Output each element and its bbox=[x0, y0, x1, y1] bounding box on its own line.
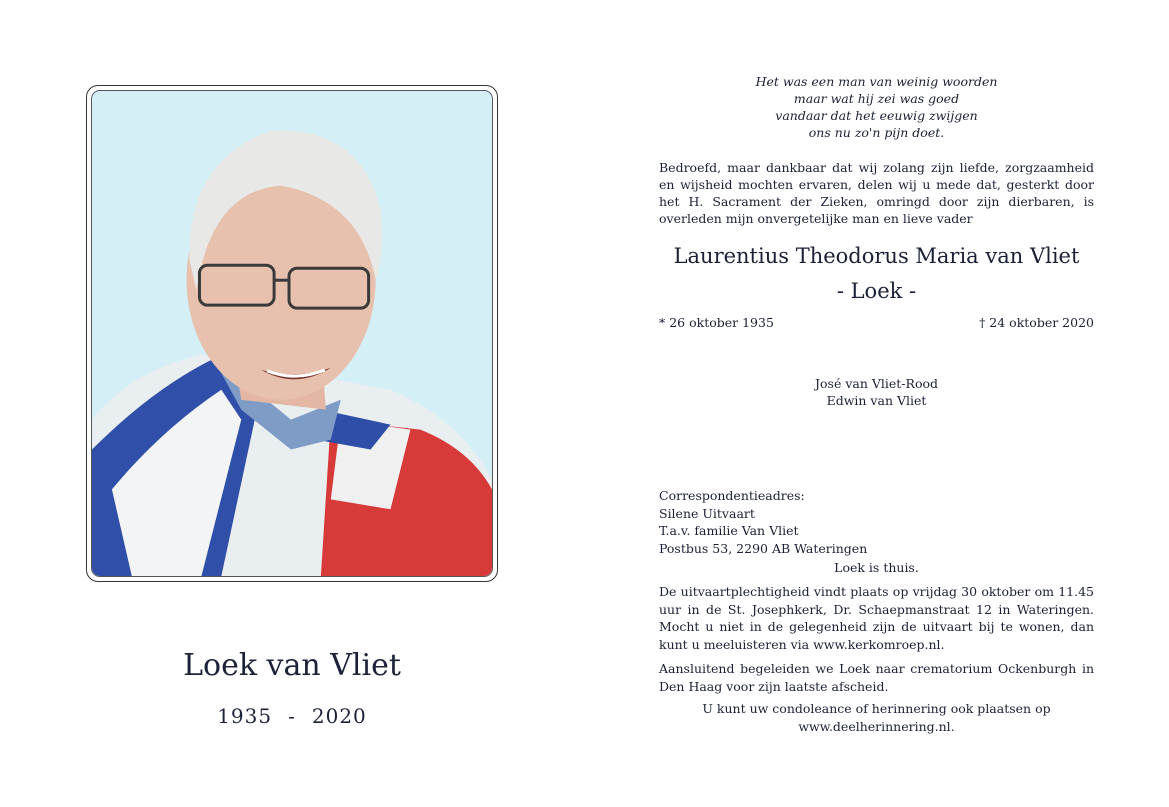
year-separator: - bbox=[288, 704, 296, 728]
death-date: † 24 oktober 2020 bbox=[979, 315, 1094, 330]
correspondence-address bbox=[659, 487, 1094, 557]
birth-year: 1935 bbox=[217, 704, 273, 728]
condolence-note bbox=[659, 700, 1094, 735]
deceased-name: Loek van Vliet bbox=[183, 648, 401, 683]
portrait-photo bbox=[91, 90, 493, 577]
address-line: Correspondentieadres: bbox=[659, 488, 805, 503]
poem-line: maar wat hij zei was goed bbox=[793, 91, 960, 106]
portrait-frame bbox=[86, 85, 498, 582]
poem bbox=[659, 73, 1094, 141]
life-years bbox=[86, 704, 498, 728]
portrait-illustration bbox=[92, 91, 492, 576]
address-line: T.a.v. familie Van Vliet bbox=[659, 523, 799, 538]
nickname: - Loek - bbox=[836, 279, 917, 303]
poem-line: vandaar dat het eeuwig zwijgen bbox=[775, 108, 978, 123]
at-home-note: Loek is thuis. bbox=[834, 560, 919, 575]
family-names bbox=[659, 375, 1094, 409]
birth-date: * 26 oktober 1935 bbox=[659, 315, 774, 330]
address-line: Postbus 53, 2290 AB Wateringen bbox=[659, 540, 868, 556]
family-member: José van Vliet-Rood bbox=[815, 376, 938, 391]
poem-line: Het was een man van weinig woorden bbox=[755, 74, 998, 89]
condolence-line: U kunt uw condoleance of herinnering ook plaatsen op bbox=[702, 701, 1051, 716]
cremation-paragraph: Aansluitend begeleiden we Loek naar crematorium Ockenburgh in Den Haag voor zijn laatste afscheid. bbox=[659, 661, 1094, 694]
condolence-link: www.deelherinnering.nl. bbox=[798, 718, 955, 734]
family-member: Edwin van Vliet bbox=[826, 393, 927, 408]
death-year: 2020 bbox=[311, 704, 367, 728]
intro-paragraph: Bedroefd, maar dankbaar dat wij zolang zijn liefde, zorgzaamheid en wijsheid mochten ervaren, delen wij u mede dat, gesterkt door het H. Sacrament der Zieken, omringd door zijn dierbaren, is overleden mijn onvergetelijke man en lieve vader bbox=[659, 160, 1094, 226]
full-name: Laurentius Theodorus Maria van Vliet bbox=[673, 244, 1080, 268]
poem-line: ons nu zo'n pijn doet. bbox=[808, 125, 945, 140]
address-line: Silene Uitvaart bbox=[659, 505, 755, 521]
ceremony-paragraph: De uitvaartplechtigheid vindt plaats op vrijdag 30 oktober om 11.45 uur in de St. Josephkerk, Dr. Schaepmanstraat 12 in Wateringen. Mocht u niet in de gelegenheid zijn de uitvaart bij te wonen, dan kunt u meeluisteren via www.kerkomroep.nl. bbox=[659, 584, 1094, 652]
dates-row bbox=[659, 315, 1094, 330]
